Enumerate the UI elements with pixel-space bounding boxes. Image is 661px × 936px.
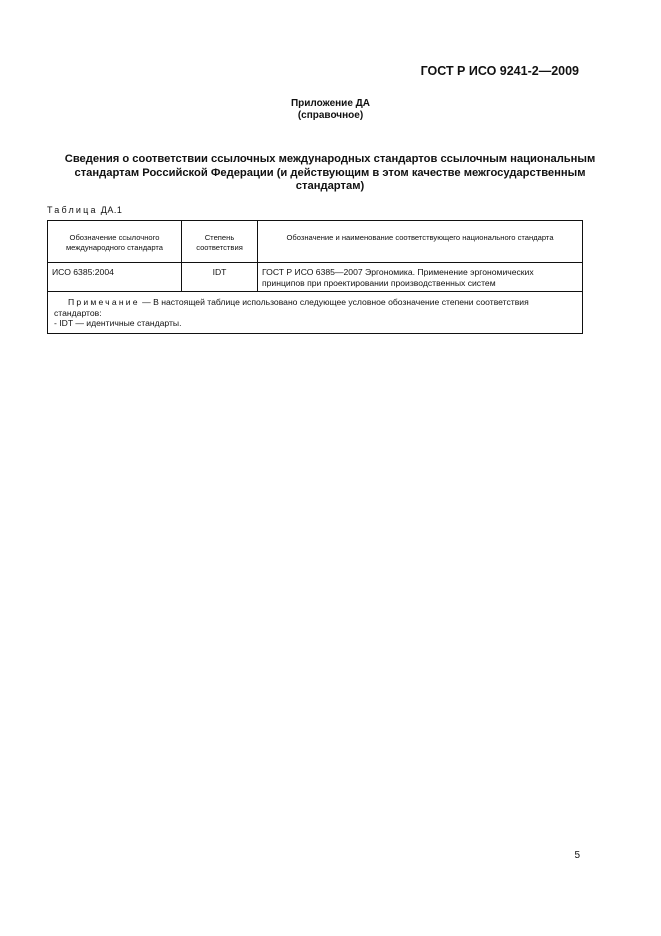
table-label <box>47 205 122 215</box>
correspondence-table <box>47 220 583 334</box>
table-note <box>48 292 583 334</box>
table-label-word: Таблица <box>47 205 98 215</box>
note-item: - IDT — идентичные стандарты. <box>54 318 182 328</box>
table-note-row <box>48 292 583 334</box>
cell-international-standard: ИСО 6385:2004 <box>48 263 182 292</box>
column-header-degree: Степень соответствия <box>182 221 258 263</box>
cell-national-standard: ГОСТ Р ИСО 6385—2007 Эргономика. Применение эргономических принципов при проектировании производственных систем <box>258 263 583 292</box>
annex-subtitle: (справочное) <box>297 110 364 121</box>
section-heading: Сведения о соответствии ссылочных международных стандартов ссылочным национальным стандартам Российской Федерации (и действующим в этом качестве межгосударственным стандартам) <box>64 153 596 192</box>
note-word: Примечание <box>68 297 140 307</box>
page-number: 5 <box>574 850 580 861</box>
document-code: ГОСТ Р ИСО 9241-2—2009 <box>420 64 579 78</box>
note-text: — В настоящей таблице использовано следующее условное обозначение степени соответствия стандартов: <box>54 297 529 318</box>
annex-block <box>0 98 661 122</box>
table-row <box>48 263 583 292</box>
cell-degree: IDT <box>182 263 258 292</box>
column-header-international: Обозначение ссылочного международного стандарта <box>48 221 182 263</box>
table-label-number: ДА.1 <box>100 205 123 215</box>
note-first-line <box>54 297 529 318</box>
column-header-national: Обозначение и наименование соответствующего национального стандарта <box>258 221 583 263</box>
table-header-row <box>48 221 583 263</box>
annex-title: Приложение ДА <box>290 98 371 109</box>
